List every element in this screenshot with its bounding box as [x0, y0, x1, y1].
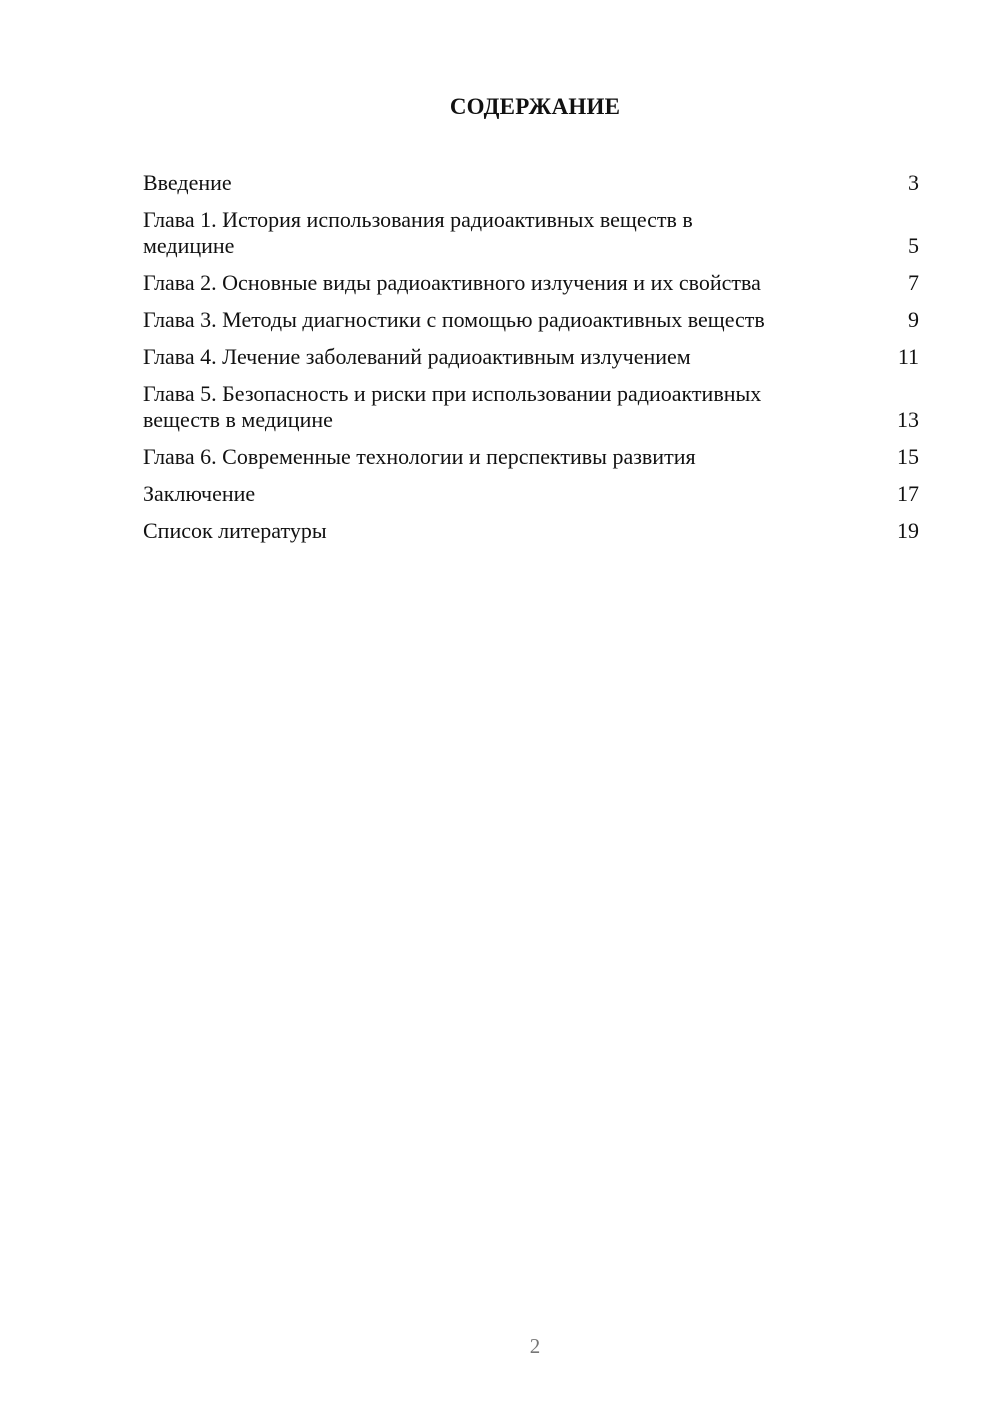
toc-entry-page: 13 [897, 407, 919, 432]
toc-entry-chapter-1 [143, 207, 919, 259]
toc-entry-title: Список литературы [143, 518, 327, 543]
toc-entry-title: Глава 4. Лечение заболеваний радиоактивным излучением [143, 344, 691, 369]
toc-entry-title: Глава 1. История использования радиоактивных веществ в медицине [143, 207, 693, 258]
toc-entry-page: 5 [908, 233, 919, 258]
toc-entry-page: 15 [897, 444, 919, 469]
toc-entry-title: Введение [143, 170, 232, 195]
toc-entry-page: 3 [908, 170, 919, 195]
toc-entry-chapter-5 [143, 381, 919, 433]
toc-entry-title: Глава 2. Основные виды радиоактивного излучения и их свойства [143, 270, 761, 295]
toc-entry-title: Заключение [143, 481, 256, 506]
toc-entry-chapter-6 [143, 444, 919, 470]
toc-entry-conclusion [143, 481, 919, 507]
toc-entry-page: 17 [897, 481, 919, 506]
toc-entry-page: 19 [897, 518, 919, 543]
toc-entry-page: 9 [908, 307, 919, 332]
toc-entry-title: Глава 6. Современные технологии и перспективы развития [143, 444, 696, 469]
toc-entry-chapter-2 [143, 270, 919, 296]
toc-entry-title: Глава 3. Методы диагностики с помощью радиоактивных веществ [143, 307, 765, 332]
toc-entry-introduction [143, 170, 919, 196]
table-of-contents [143, 170, 919, 555]
page-number: 2 [529, 1334, 541, 1358]
page-title: СОДЕРЖАНИЕ [449, 94, 621, 119]
toc-entry-page: 7 [908, 270, 919, 295]
toc-entry-page: 11 [897, 344, 919, 369]
toc-entry-title: Глава 5. Безопасность и риски при использовании радиоактивных веществ в медицине [143, 381, 762, 432]
toc-entry-references [143, 518, 919, 544]
toc-entry-chapter-3 [143, 307, 919, 333]
toc-entry-chapter-4 [143, 344, 919, 370]
